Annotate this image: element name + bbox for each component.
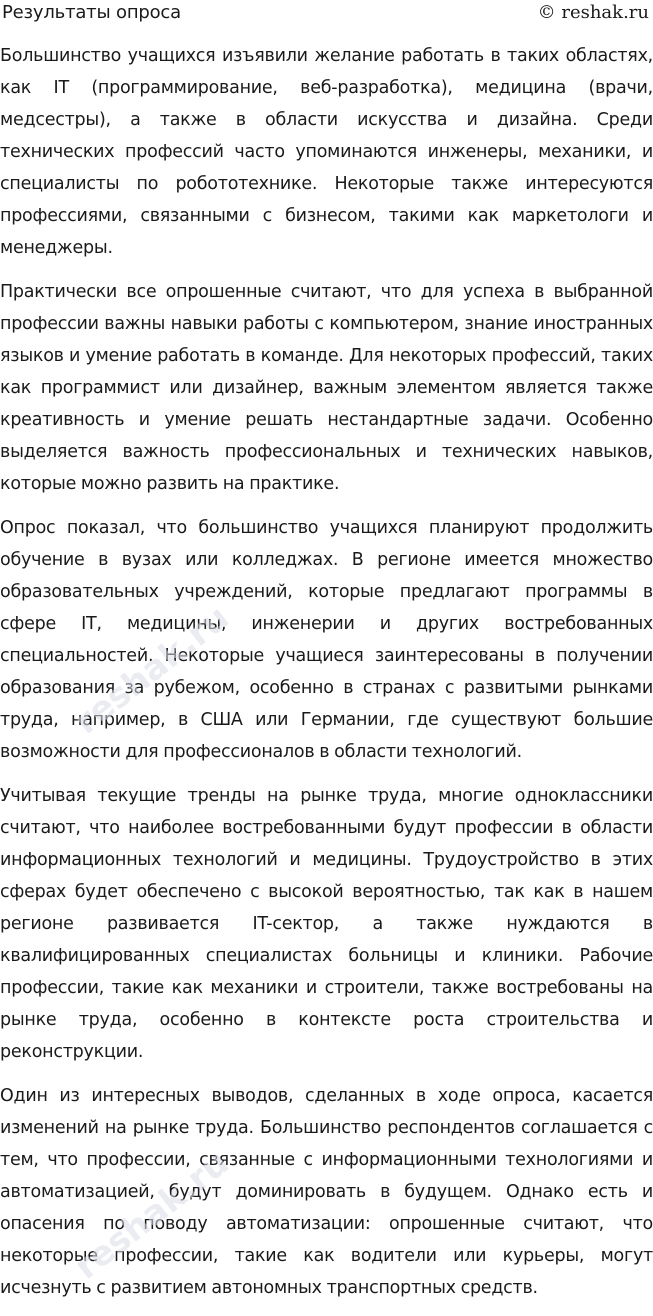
watermark-logo: reshak.ru: [67, 597, 237, 743]
page-header: [0, 0, 653, 30]
page-title: Результаты опроса: [2, 2, 181, 23]
paragraph-3: Опрос показал, что большинство учащихся планируют продолжить обучение в вузах или колледжах. В регионе имеется множество образовательных учреждений, которые предлагают программы в сфере IT, медицины, инженерии и других востребованных специальностей. Некоторые учащиеся заинтересованы в получении образования за рубежом, особенно в странах с развитыми рынками труда, например, в США или Германии, где существуют большие возможности для профессионалов в области технологий.: [0, 518, 653, 762]
paragraph-2: Практически все опрошенные считают, что для успеха в выбранной профессии важны навыки работы с компьютером, знание иностранных языков и умение работать в команде. Для некоторых профессий, таких как программист или дизайнер, важным элементом является также креативность и умение решать нестандартные задачи. Особенно выделяется важность профессиональных и технических навыков, которые можно развить на практике.: [0, 282, 653, 494]
paragraph-1: Большинство учащихся изъявили желание работать в таких областях, как IT (программирование, веб-разработка), медицина (врачи, медсестры), а также в области искусства и дизайна. Среди технических профессий часто упоминаются инженеры, механики, и специалисты по робототехнике. Некоторые также интересуются профессиями, связанными с бизнесом, такими как маркетологи и менеджеры.: [0, 46, 653, 258]
document-body: [0, 40, 653, 1316]
paragraph-5: Один из интересных выводов, сделанных в ходе опроса, касается изменений на рынке труда. Большинство респондентов соглашается с тем, что профессии, связанные с информационными технологиями и автоматизацией, будут доминировать в будущем. Однако есть и опасения по поводу автоматизации: опрошенные считают, что некоторые профессии, такие как водители или курьеры, могут исчезнуть с развитием автономных транспортных средств.: [0, 1086, 653, 1298]
source-label: © reshak.ru: [537, 2, 649, 23]
paragraph-4: Учитывая текущие тренды на рынке труда, многие одноклассники считают, что наиболее востребованными будут профессии в области информационных технологий и медицины. Трудоустройство в этих сферах будет обеспечено с высокой вероятностью, так как в нашем регионе развивается IT-сектор, а также нуждаются в квалифицированных специалистах больницы и клиники. Рабочие профессии, такие как механики и строители, также востребованы на рынке труда, особенно в контексте роста строительства и реконструкции.: [0, 786, 653, 1062]
watermark-logo: reshak.ru: [67, 1142, 237, 1288]
